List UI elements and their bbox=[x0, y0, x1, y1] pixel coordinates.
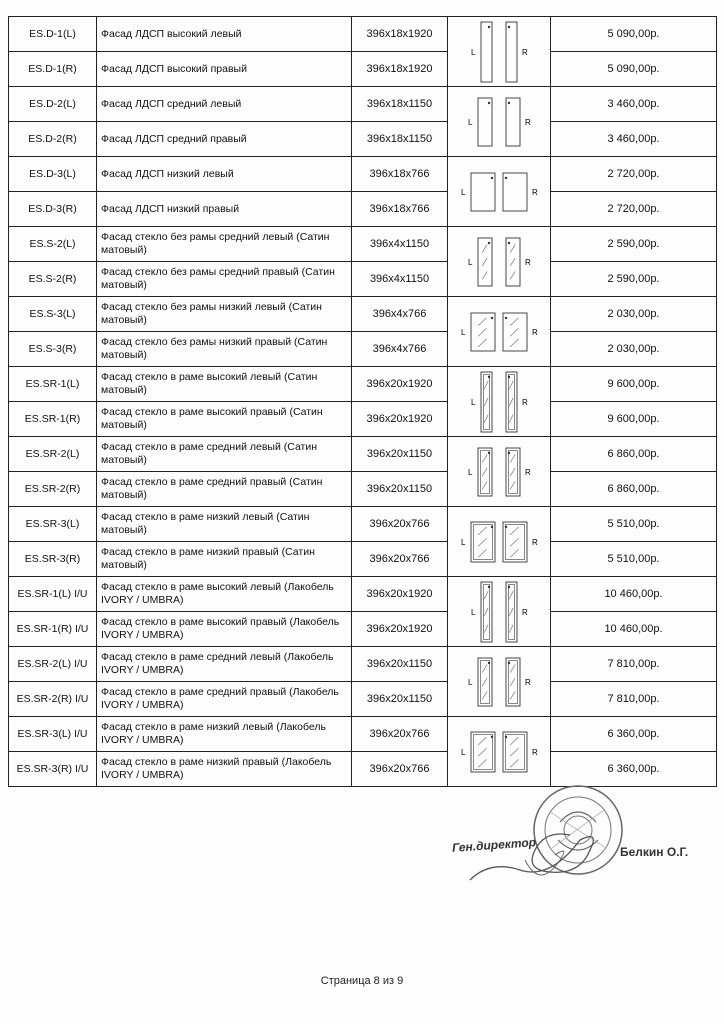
dimensions: 396x20x766 bbox=[352, 542, 448, 577]
table-row bbox=[9, 682, 717, 717]
left-label: L bbox=[461, 537, 466, 547]
left-label: L bbox=[468, 117, 473, 127]
article-code: ES.SR-1(L) I/U bbox=[9, 577, 97, 612]
door-drawing bbox=[503, 173, 527, 211]
illustration-cell bbox=[448, 507, 551, 577]
dimensions: 396x20x766 bbox=[352, 717, 448, 752]
left-label: L bbox=[471, 397, 476, 407]
right-label: R bbox=[525, 257, 531, 267]
illustration-cell bbox=[448, 717, 551, 787]
article-code: ES.SR-3(R) I/U bbox=[9, 752, 97, 787]
article-code: ES.S-3(L) bbox=[9, 297, 97, 332]
price: 2 030,00р. bbox=[551, 297, 717, 332]
product-name: Фасад ЛДСП низкий правый bbox=[97, 192, 352, 227]
table-row bbox=[9, 52, 717, 87]
price: 5 510,00р. bbox=[551, 542, 717, 577]
product-name: Фасад стекло в раме низкий правый (Сатин матовый) bbox=[97, 542, 352, 577]
dimensions: 396x20x766 bbox=[352, 752, 448, 787]
dimensions: 396x18x1150 bbox=[352, 87, 448, 122]
table-row bbox=[9, 122, 717, 157]
door-drawing bbox=[478, 98, 492, 146]
dimensions: 396x20x1150 bbox=[352, 472, 448, 507]
left-label: L bbox=[461, 327, 466, 337]
price: 7 810,00р. bbox=[551, 682, 717, 717]
table-row bbox=[9, 542, 717, 577]
article-code: ES.SR-2(L) bbox=[9, 437, 97, 472]
product-name: Фасад стекло в раме средний правый (Лакобель IVORY / UMBRA) bbox=[97, 682, 352, 717]
article-code: ES.D-1(R) bbox=[9, 52, 97, 87]
article-code: ES.SR-2(R) I/U bbox=[9, 682, 97, 717]
facade-illustration bbox=[449, 578, 549, 646]
price: 2 030,00р. bbox=[551, 332, 717, 367]
door-drawing bbox=[481, 22, 492, 82]
table-row bbox=[9, 332, 717, 367]
door-drawing bbox=[506, 372, 517, 432]
door-drawing bbox=[478, 448, 492, 496]
signatory-name: Белкин О.Г. bbox=[620, 845, 689, 859]
product-name: Фасад ЛДСП низкий левый bbox=[97, 157, 352, 192]
dimensions: 396x20x1920 bbox=[352, 367, 448, 402]
article-code: ES.S-3(R) bbox=[9, 332, 97, 367]
door-drawing bbox=[506, 22, 517, 82]
illustration-cell bbox=[448, 297, 551, 367]
article-code: ES.D-3(L) bbox=[9, 157, 97, 192]
left-label: L bbox=[461, 187, 466, 197]
illustration-cell bbox=[448, 577, 551, 647]
price: 2 720,00р. bbox=[551, 192, 717, 227]
price: 2 720,00р. bbox=[551, 157, 717, 192]
table-row bbox=[9, 87, 717, 122]
dimensions: 396x4x766 bbox=[352, 297, 448, 332]
door-drawing bbox=[481, 582, 492, 642]
price: 7 810,00р. bbox=[551, 647, 717, 682]
article-code: ES.SR-3(L) bbox=[9, 507, 97, 542]
right-label: R bbox=[522, 607, 528, 617]
price: 3 460,00р. bbox=[551, 87, 717, 122]
dimensions: 396x18x766 bbox=[352, 192, 448, 227]
door-drawing bbox=[506, 238, 520, 286]
left-label: L bbox=[471, 47, 476, 57]
right-label: R bbox=[532, 187, 538, 197]
table-row bbox=[9, 647, 717, 682]
price: 5 510,00р. bbox=[551, 507, 717, 542]
article-code: ES.SR-2(R) bbox=[9, 472, 97, 507]
table-row bbox=[9, 612, 717, 647]
door-drawing bbox=[478, 238, 492, 286]
table-row bbox=[9, 507, 717, 542]
door-drawing bbox=[471, 522, 495, 562]
left-label: L bbox=[468, 677, 473, 687]
facade-illustration bbox=[449, 368, 549, 436]
right-label: R bbox=[532, 747, 538, 757]
article-code: ES.D-2(R) bbox=[9, 122, 97, 157]
dimensions: 396x18x766 bbox=[352, 157, 448, 192]
article-code: ES.SR-2(L) I/U bbox=[9, 647, 97, 682]
product-name: Фасад стекло в раме высокий левый (Сатин матовый) bbox=[97, 367, 352, 402]
dimensions: 396x4x1150 bbox=[352, 227, 448, 262]
dimensions: 396x20x1920 bbox=[352, 577, 448, 612]
product-name: Фасад стекло без рамы низкий правый (Сатин матовый) bbox=[97, 332, 352, 367]
right-label: R bbox=[525, 117, 531, 127]
article-code: ES.SR-3(R) bbox=[9, 542, 97, 577]
article-code: ES.D-2(L) bbox=[9, 87, 97, 122]
illustration-cell bbox=[448, 87, 551, 157]
table-row bbox=[9, 157, 717, 192]
product-name: Фасад стекло в раме низкий левый (Сатин матовый) bbox=[97, 507, 352, 542]
right-label: R bbox=[525, 467, 531, 477]
page-number: Страница 8 из 9 bbox=[320, 975, 404, 987]
right-label: R bbox=[522, 47, 528, 57]
price: 3 460,00р. bbox=[551, 122, 717, 157]
article-code: ES.SR-1(R) I/U bbox=[9, 612, 97, 647]
dimensions: 396x20x1150 bbox=[352, 437, 448, 472]
illustration-cell bbox=[448, 227, 551, 297]
left-label: L bbox=[461, 747, 466, 757]
table-row bbox=[9, 227, 717, 262]
dimensions: 396x20x766 bbox=[352, 507, 448, 542]
price: 10 460,00р. bbox=[551, 612, 717, 647]
article-code: ES.SR-1(R) bbox=[9, 402, 97, 437]
door-drawing bbox=[471, 732, 495, 772]
table-row bbox=[9, 472, 717, 507]
article-code: ES.S-2(L) bbox=[9, 227, 97, 262]
product-name: Фасад стекло без рамы средний правый (Сатин матовый) bbox=[97, 262, 352, 297]
dimensions: 396x18x1920 bbox=[352, 17, 448, 52]
product-name: Фасад ЛДСП средний правый bbox=[97, 122, 352, 157]
dimensions: 396x18x1150 bbox=[352, 122, 448, 157]
price: 5 090,00р. bbox=[551, 52, 717, 87]
door-drawing bbox=[471, 313, 495, 351]
table-row bbox=[9, 192, 717, 227]
article-code: ES.S-2(R) bbox=[9, 262, 97, 297]
price: 6 360,00р. bbox=[551, 752, 717, 787]
dimensions: 396x20x1150 bbox=[352, 647, 448, 682]
product-name: Фасад стекло в раме низкий правый (Лакобель IVORY / UMBRA) bbox=[97, 752, 352, 787]
right-label: R bbox=[525, 677, 531, 687]
dimensions: 396x20x1920 bbox=[352, 402, 448, 437]
product-name: Фасад ЛДСП средний левый bbox=[97, 87, 352, 122]
price: 6 360,00р. bbox=[551, 717, 717, 752]
dimensions: 396x4x1150 bbox=[352, 262, 448, 297]
price-table bbox=[8, 16, 717, 787]
illustration-cell bbox=[448, 367, 551, 437]
table-row bbox=[9, 717, 717, 752]
price: 10 460,00р. bbox=[551, 577, 717, 612]
illustration-cell bbox=[448, 157, 551, 227]
table-row bbox=[9, 577, 717, 612]
door-drawing bbox=[478, 658, 492, 706]
table-row bbox=[9, 262, 717, 297]
facade-illustration bbox=[449, 508, 549, 576]
price: 5 090,00р. bbox=[551, 17, 717, 52]
right-label: R bbox=[532, 537, 538, 547]
facade-illustration bbox=[449, 228, 549, 296]
dimensions: 396x20x1920 bbox=[352, 612, 448, 647]
dimensions: 396x18x1920 bbox=[352, 52, 448, 87]
product-name: Фасад стекло в раме низкий левый (Лакобель IVORY / UMBRA) bbox=[97, 717, 352, 752]
facade-illustration bbox=[449, 88, 549, 156]
article-code: ES.SR-3(L) I/U bbox=[9, 717, 97, 752]
table-row bbox=[9, 437, 717, 472]
table-row bbox=[9, 17, 717, 52]
door-drawing bbox=[481, 372, 492, 432]
price: 9 600,00р. bbox=[551, 402, 717, 437]
signature-title: Ген.директор bbox=[451, 835, 537, 855]
article-code: ES.SR-1(L) bbox=[9, 367, 97, 402]
door-drawing bbox=[506, 448, 520, 496]
dimensions: 396x20x1150 bbox=[352, 682, 448, 717]
price: 6 860,00р. bbox=[551, 472, 717, 507]
price: 2 590,00р. bbox=[551, 227, 717, 262]
facade-illustration bbox=[449, 718, 549, 786]
facade-illustration bbox=[449, 648, 549, 716]
door-drawing bbox=[503, 732, 527, 772]
product-name: Фасад ЛДСП высокий правый bbox=[97, 52, 352, 87]
door-drawing bbox=[471, 173, 495, 211]
product-name: Фасад стекло без рамы средний левый (Сатин матовый) bbox=[97, 227, 352, 262]
article-code: ES.D-1(L) bbox=[9, 17, 97, 52]
left-label: L bbox=[468, 257, 473, 267]
product-name: Фасад стекло в раме средний левый (Сатин матовый) bbox=[97, 437, 352, 472]
right-label: R bbox=[532, 327, 538, 337]
product-name: Фасад стекло в раме высокий левый (Лакобель IVORY / UMBRA) bbox=[97, 577, 352, 612]
product-name: Фасад стекло без рамы низкий левый (Сатин матовый) bbox=[97, 297, 352, 332]
illustration-cell bbox=[448, 17, 551, 87]
price: 2 590,00р. bbox=[551, 262, 717, 297]
left-label: L bbox=[471, 607, 476, 617]
table-row bbox=[9, 367, 717, 402]
table-row bbox=[9, 297, 717, 332]
product-name: Фасад стекло в раме средний левый (Лакобель IVORY / UMBRA) bbox=[97, 647, 352, 682]
illustration-cell bbox=[448, 647, 551, 717]
product-name: Фасад ЛДСП высокий левый bbox=[97, 17, 352, 52]
article-code: ES.D-3(R) bbox=[9, 192, 97, 227]
facade-illustration bbox=[449, 298, 549, 366]
price: 6 860,00р. bbox=[551, 437, 717, 472]
facade-illustration bbox=[449, 438, 549, 506]
price: 9 600,00р. bbox=[551, 367, 717, 402]
illustration-cell bbox=[448, 437, 551, 507]
door-drawing bbox=[503, 313, 527, 351]
left-label: L bbox=[468, 467, 473, 477]
product-name: Фасад стекло в раме средний правый (Сатин матовый) bbox=[97, 472, 352, 507]
door-drawing bbox=[506, 658, 520, 706]
right-label: R bbox=[522, 397, 528, 407]
door-drawing bbox=[506, 582, 517, 642]
door-drawing bbox=[506, 98, 520, 146]
facade-illustration bbox=[449, 158, 549, 226]
facade-illustration bbox=[449, 18, 549, 86]
dimensions: 396x4x766 bbox=[352, 332, 448, 367]
table-row bbox=[9, 402, 717, 437]
door-drawing bbox=[503, 522, 527, 562]
product-name: Фасад стекло в раме высокий правый (Лакобель IVORY / UMBRA) bbox=[97, 612, 352, 647]
product-name: Фасад стекло в раме высокий правый (Сатин матовый) bbox=[97, 402, 352, 437]
